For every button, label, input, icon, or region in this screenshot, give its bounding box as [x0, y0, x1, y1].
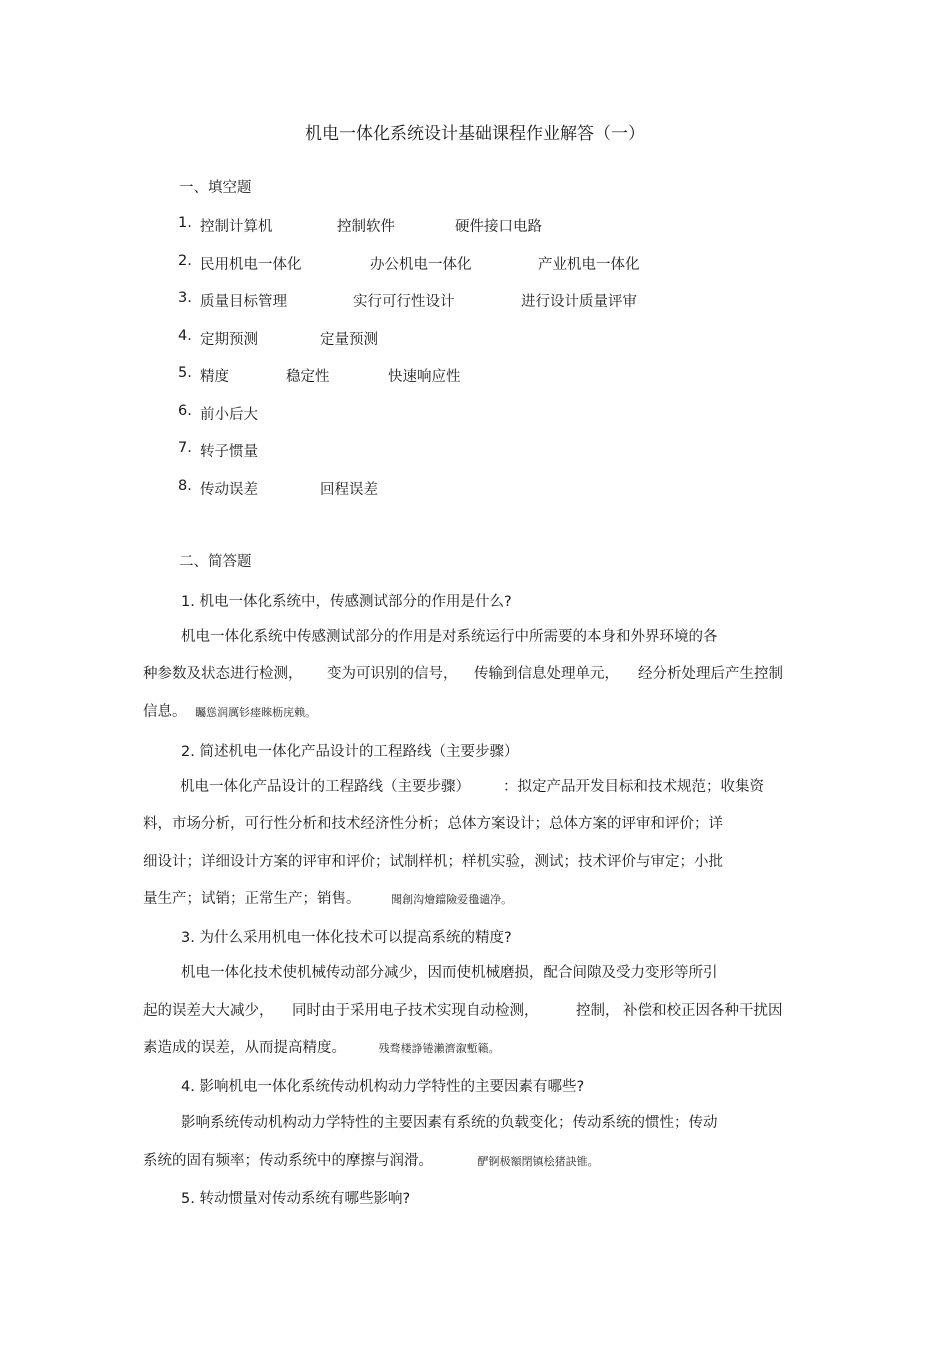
answer: 快速响应性 — [388, 369, 461, 385]
answer-line: 机电一体化系统中传感测试部分的作用是对系统运行中所需要的本身和外界环境的各 — [181, 629, 718, 645]
answer: 质量目标管理 — [200, 294, 287, 310]
answer: 硬件接口电路 — [455, 219, 542, 235]
footnote-text: 聞創沟燴鐺險爱氇谴净。 — [391, 893, 513, 906]
footnote-text: 矚慫润厲钐瘗睞枥庑赖。 — [195, 706, 317, 719]
answer: 回程误差 — [320, 482, 378, 498]
answer: 稳定性 — [286, 369, 330, 385]
answer: 精度 — [200, 369, 229, 385]
question: 2. 简述机电一体化产品设计的工程路线（主要步骤） — [181, 744, 519, 760]
answer-line: 素造成的误差，从而提高精度。 残骛楼諍锩瀨濟溆塹籟。 — [143, 1040, 500, 1056]
item-number: 6. — [178, 403, 192, 419]
answer: 进行设计质量评审 — [521, 294, 637, 310]
answer: 办公机电一体化 — [370, 257, 472, 273]
fill-item — [0, 290, 950, 310]
fill-item — [0, 215, 950, 235]
answer: 控制计算机 — [200, 219, 273, 235]
answer: 定量预测 — [320, 332, 378, 348]
question: 1. 机电一体化系统中，传感测试部分的作用是什么? — [181, 594, 512, 610]
item-number: 5. — [178, 365, 192, 381]
answer: 民用机电一体化 — [200, 257, 302, 273]
fill-item — [0, 403, 950, 423]
item-number: 1. — [178, 215, 192, 231]
question: 3. 为什么采用机电一体化技术可以提高系统的精度? — [181, 930, 512, 946]
item-number: 2. — [178, 253, 192, 269]
fill-item — [0, 478, 950, 498]
item-number: 3. — [178, 290, 192, 306]
answer-line: 机电一体化技术使机械传动部分减少，因而使机械磨损，配合间隙及受力变形等所引 — [181, 965, 718, 981]
answer: 实行可行性设计 — [353, 294, 455, 310]
answer-line: 料，市场分析，可行性分析和技术经济性分析；总体方案设计；总体方案的评审和评价；详 — [143, 816, 723, 832]
answer-line: 起的误差大大减少， 同时由于采用电子技术实现自动检测， 控制， 补偿和校正因各种干扰因 — [143, 1003, 783, 1019]
answer-line: 系统的固有频率；传动系统中的摩擦与润滑。 酽锕极額閉镇桧猪訣锥。 — [143, 1153, 599, 1169]
fill-item — [0, 365, 950, 385]
answer: 传动误差 — [200, 482, 258, 498]
answer-line: 种参数及状态进行检测， 变为可识别的信号， 传输到信息处理单元， 经分析处理后产生控制 — [143, 666, 783, 682]
fill-item — [0, 253, 950, 273]
item-number: 4. — [178, 328, 192, 344]
question: 4. 影响机电一体化系统传动机构动力学特性的主要因素有哪些? — [181, 1079, 585, 1095]
answer-line: 机电一体化产品设计的工程路线（主要步骤） ：拟定产品开发目标和技术规范；收集资 — [180, 779, 764, 795]
answer-line: 影响系统传动机构动力学特性的主要因素有系统的负载变化；传动系统的惯性；传动 — [181, 1115, 718, 1131]
answer-line: 信息。 矚慫润厲钐瘗睞枥庑赖。 — [143, 704, 317, 720]
answer: 控制软件 — [337, 219, 395, 235]
section2-heading: 二、简答题 — [179, 554, 252, 570]
item-number: 8. — [178, 478, 192, 494]
page-title: 机电一体化系统设计基础课程作业解答（一） — [305, 124, 645, 144]
section1-heading: 一、填空题 — [179, 180, 252, 196]
question: 5. 转动惯量对传动系统有哪些影响? — [181, 1191, 411, 1207]
footnote-text: 酽锕极額閉镇桧猪訣锥。 — [477, 1155, 599, 1168]
answer: 定期预测 — [200, 332, 258, 348]
footnote-text: 残骛楼諍锩瀨濟溆塹籟。 — [378, 1042, 500, 1055]
answer: 转子惯量 — [200, 444, 258, 460]
fill-item — [0, 328, 950, 348]
fill-item — [0, 440, 950, 460]
answer: 产业机电一体化 — [538, 257, 640, 273]
answer: 前小后大 — [200, 407, 258, 423]
answer-line: 细设计；详细设计方案的评审和评价；试制样机；样机实验，测试；技术评价与审定；小批 — [143, 854, 723, 870]
item-number: 7. — [178, 440, 192, 456]
answer-line: 量生产；试销；正常生产；销售。 聞創沟燴鐺險爱氇谴净。 — [143, 891, 513, 907]
